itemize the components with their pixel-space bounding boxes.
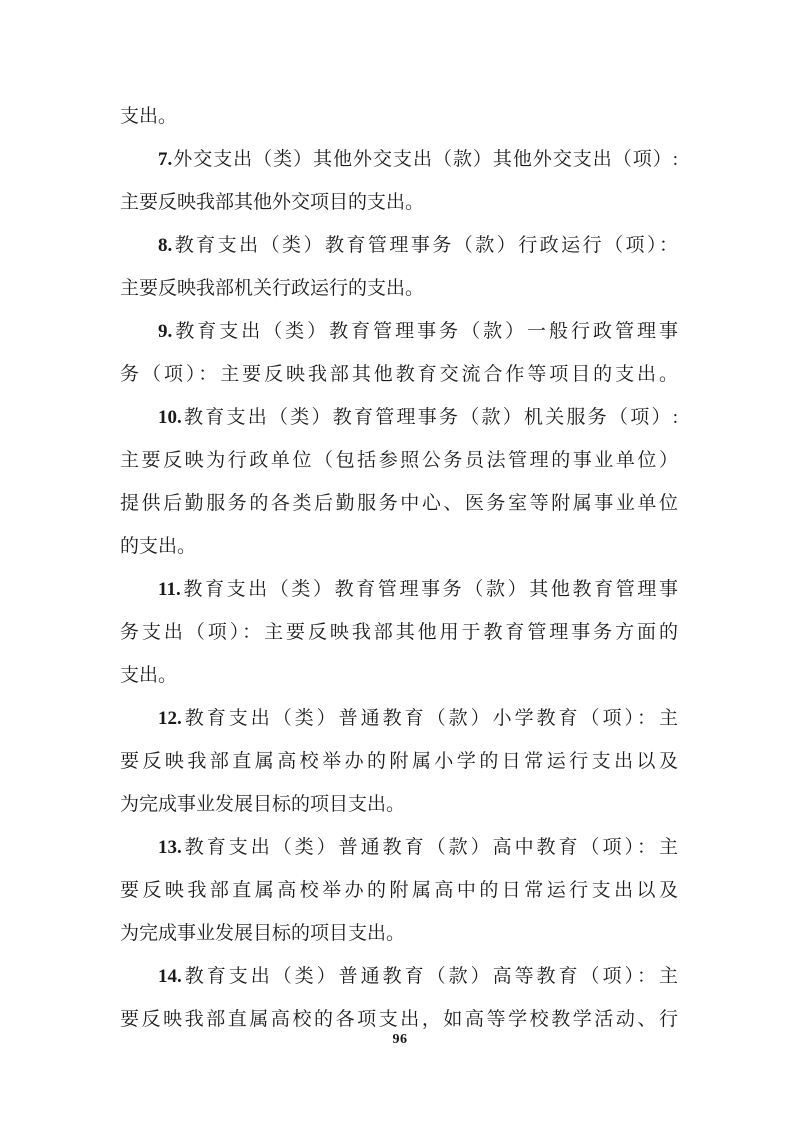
text-line xyxy=(120,95,678,138)
text-line xyxy=(120,224,678,267)
text-line xyxy=(120,654,678,697)
text-line xyxy=(120,138,678,181)
text-line xyxy=(120,783,678,826)
line-text: 主要反映我部机关行政运行的支出。 xyxy=(120,278,425,299)
text-line xyxy=(120,568,678,611)
line-text: 教育支出（类）教育管理事务（款）一般行政管理事 xyxy=(172,321,678,342)
item-number: 10. xyxy=(158,407,182,428)
text-line xyxy=(120,740,678,783)
text-line xyxy=(120,955,678,998)
line-text: 教育支出（类）普通教育（款）高中教育（项）：主 xyxy=(181,837,678,858)
line-text: 支出。 xyxy=(120,665,178,686)
line-text: 提供后勤服务的各类后勤服务中心、医务室等附属事业单位 xyxy=(120,493,678,514)
line-text: 教育支出（类）教育管理事务（款）其他教育管理事 xyxy=(180,579,678,600)
body-text xyxy=(120,95,678,1041)
item-number: 14. xyxy=(158,966,182,987)
line-text: 要反映我部直属高校举办的附属小学的日常运行支出以及 xyxy=(120,751,678,772)
item-number: 12. xyxy=(158,708,182,729)
text-line xyxy=(120,310,678,353)
line-text: 支出。 xyxy=(120,106,178,127)
line-text: 要反映我部直属高校的各项支出，如高等学校教学活动、行 xyxy=(120,1009,678,1030)
line-text: 为完成事业发展目标的项目支出。 xyxy=(120,923,406,944)
line-text: 为完成事业发展目标的项目支出。 xyxy=(120,794,406,815)
item-number: 11. xyxy=(158,579,181,600)
text-line xyxy=(120,697,678,740)
item-number: 7. xyxy=(158,149,173,170)
text-line xyxy=(120,396,678,439)
text-line xyxy=(120,826,678,869)
text-line xyxy=(120,482,678,525)
line-text: 的支出。 xyxy=(120,536,197,557)
item-number: 9. xyxy=(158,321,173,342)
text-line xyxy=(120,525,678,568)
text-line xyxy=(120,611,678,654)
line-text: 主要反映为行政单位（包括参照公务员法管理的事业单位） xyxy=(120,450,678,471)
page-number: 96 xyxy=(392,1032,408,1047)
line-text: 教育支出（类）普通教育（款）高等教育（项）：主 xyxy=(181,966,678,987)
line-text: 教育支出（类）普通教育（款）小学教育（项）：主 xyxy=(181,708,678,729)
line-text: 主要反映我部其他外交项目的支出。 xyxy=(120,192,425,213)
line-text: 要反映我部直属高校举办的附属高中的日常运行支出以及 xyxy=(120,880,678,901)
line-text: 务支出（项）：主要反映我部其他用于教育管理事务方面的 xyxy=(120,622,678,643)
text-line xyxy=(120,912,678,955)
line-text: 教育支出（类）教育管理事务（款）机关服务（项）: xyxy=(181,407,678,428)
text-line xyxy=(120,439,678,482)
text-line xyxy=(120,267,678,310)
text-line xyxy=(120,181,678,224)
item-number: 8. xyxy=(158,235,173,256)
line-text: 务（项）：主要反映我部其他教育交流合作等项目的支出。 xyxy=(120,364,678,385)
text-line xyxy=(120,869,678,912)
text-line xyxy=(120,353,678,396)
line-text: 外交支出（类）其他外交支出（款）其他外交支出（项）: xyxy=(172,149,678,170)
line-text: 教育支出（类）教育管理事务（款）行政运行（项）： xyxy=(172,235,678,256)
item-number: 13. xyxy=(158,837,182,858)
